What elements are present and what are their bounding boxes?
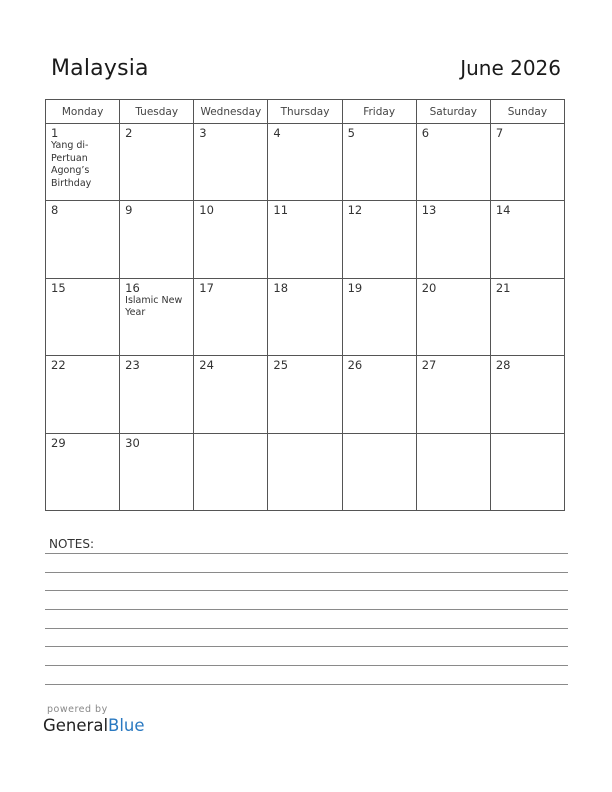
day-cell <box>120 201 194 278</box>
calendar-grid <box>45 99 565 511</box>
day-number: 13 <box>421 203 437 218</box>
holiday-label: Yang di-Pertuan Agong’s Birthday <box>51 140 92 189</box>
day-number: 23 <box>125 358 140 373</box>
note-line <box>45 646 568 647</box>
day-cell <box>194 201 268 278</box>
day-cell <box>490 356 564 433</box>
powered-by-text: powered by <box>47 704 108 715</box>
day-number: 27 <box>421 358 437 373</box>
note-line <box>45 609 568 610</box>
note-line <box>45 590 568 591</box>
day-cell <box>46 433 120 510</box>
weekday-header: Saturday <box>416 100 490 124</box>
brand-general: General <box>43 716 109 735</box>
day-number: 20 <box>421 280 437 295</box>
generalblue-logo <box>43 716 145 735</box>
day-number: 19 <box>347 280 363 295</box>
day-number: 22 <box>51 358 66 373</box>
day-number: 7 <box>495 126 504 140</box>
day-number: 26 <box>347 358 363 373</box>
day-cell <box>268 124 342 201</box>
day-cell <box>194 433 268 510</box>
note-line <box>45 572 568 573</box>
country-title: Malaysia <box>51 56 149 81</box>
day-cell <box>120 433 194 510</box>
day-number: 25 <box>273 358 289 373</box>
week-row <box>46 124 565 201</box>
day-cell <box>490 433 564 510</box>
day-cell <box>194 356 268 433</box>
day-cell <box>490 124 564 201</box>
day-cell <box>342 356 416 433</box>
day-cell <box>416 356 490 433</box>
day-cell <box>416 433 490 510</box>
note-line <box>45 684 568 685</box>
day-number: 10 <box>199 203 214 218</box>
day-number: 28 <box>495 358 511 373</box>
weekday-header: Monday <box>46 100 120 124</box>
day-number: 11 <box>273 203 289 218</box>
day-cell <box>268 278 342 355</box>
day-number: 12 <box>347 203 363 218</box>
day-cell <box>268 433 342 510</box>
weekday-header: Thursday <box>268 100 342 124</box>
calendar-body <box>46 124 565 511</box>
day-number: 29 <box>51 435 66 450</box>
day-number: 5 <box>347 126 355 140</box>
day-cell <box>416 201 490 278</box>
day-cell <box>342 124 416 201</box>
day-cell <box>490 278 564 355</box>
day-cell <box>194 278 268 355</box>
note-line <box>45 665 568 666</box>
day-number: 17 <box>199 280 214 295</box>
day-cell <box>416 124 490 201</box>
day-number: 1 <box>51 126 59 140</box>
day-cell <box>120 124 194 201</box>
holiday-label: Islamic New Year <box>125 294 183 319</box>
day-cell <box>342 278 416 355</box>
day-cell <box>46 278 120 355</box>
day-number: 18 <box>273 280 289 295</box>
note-line <box>45 628 568 629</box>
weekday-header-row <box>46 100 565 124</box>
notes-label: NOTES: <box>49 537 94 551</box>
note-line <box>45 553 568 554</box>
weekday-header: Wednesday <box>194 100 268 124</box>
day-number: 9 <box>125 203 133 218</box>
weekday-header: Friday <box>342 100 416 124</box>
day-cell <box>490 201 564 278</box>
day-number: 21 <box>495 280 511 295</box>
brand-blue: Blue <box>108 716 145 735</box>
day-number: 6 <box>421 126 430 140</box>
day-cell <box>120 278 194 355</box>
day-number: 14 <box>495 203 511 218</box>
day-cell <box>268 356 342 433</box>
weekday-header: Tuesday <box>120 100 194 124</box>
day-number: 15 <box>51 280 66 295</box>
day-number: 4 <box>273 126 281 140</box>
day-cell <box>416 278 490 355</box>
day-number: 8 <box>51 203 59 218</box>
week-row <box>46 278 565 355</box>
day-cell <box>342 201 416 278</box>
day-cell <box>46 201 120 278</box>
day-number: 2 <box>125 126 133 140</box>
day-cell <box>46 124 120 201</box>
week-row <box>46 201 565 278</box>
day-cell <box>46 356 120 433</box>
day-number: 3 <box>199 126 207 140</box>
day-cell <box>268 201 342 278</box>
day-cell <box>342 433 416 510</box>
day-number: 30 <box>125 435 140 450</box>
weekday-header: Sunday <box>490 100 564 124</box>
month-year-title: June 2026 <box>460 56 561 80</box>
week-row <box>46 356 565 433</box>
week-row <box>46 433 565 510</box>
day-number: 16 <box>125 280 140 295</box>
day-cell <box>194 124 268 201</box>
day-number: 24 <box>199 358 214 373</box>
day-cell <box>120 356 194 433</box>
